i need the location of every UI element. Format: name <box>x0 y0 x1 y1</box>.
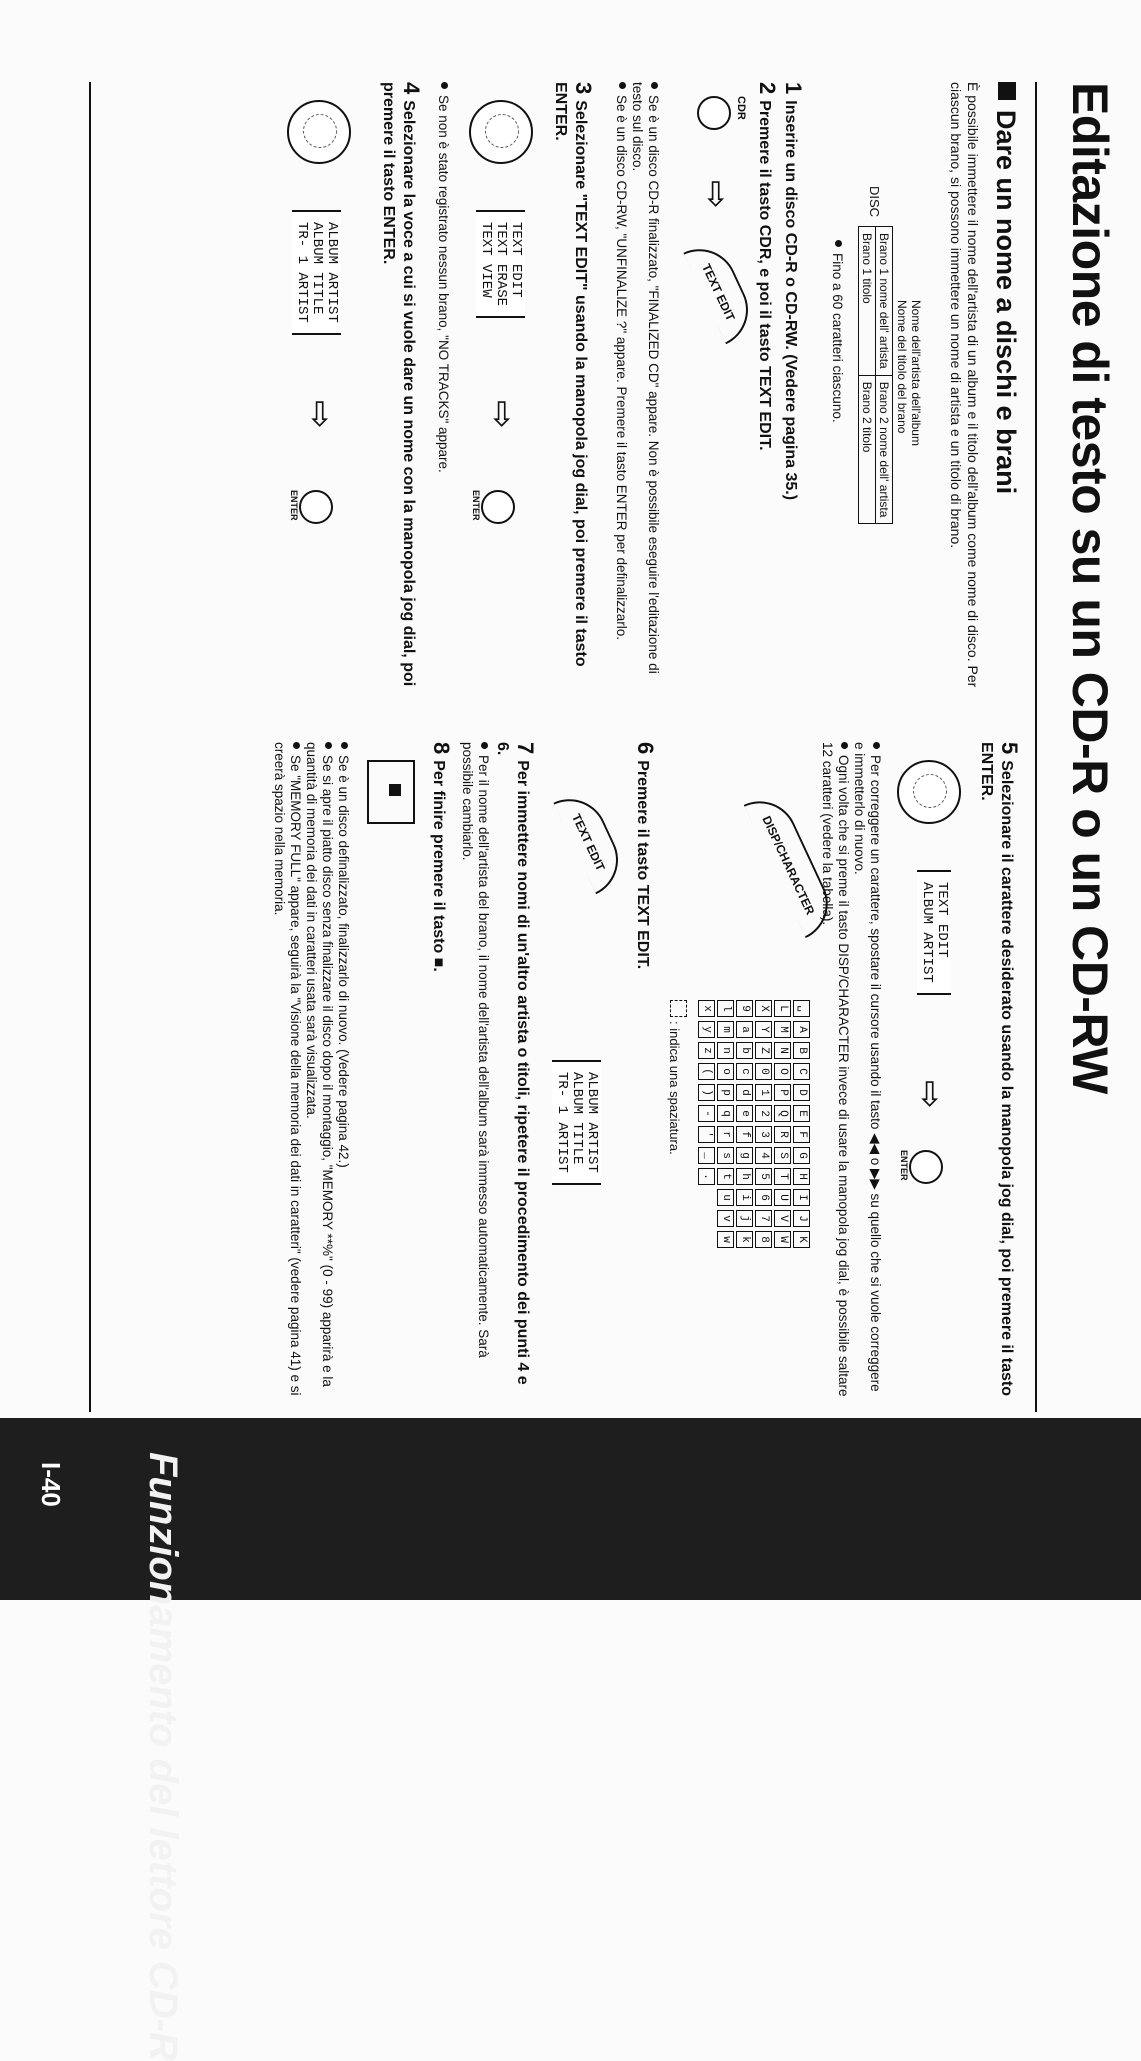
step-text: Premere il tasto TEXT EDIT. <box>634 760 651 970</box>
limit-text: Fino a 60 caratteri ciascuno. <box>830 253 845 423</box>
step-2 <box>754 82 780 702</box>
character-cell: ( <box>698 1063 715 1080</box>
character-cell: S <box>774 1147 791 1164</box>
character-cell: Z <box>755 1042 772 1059</box>
note-item <box>271 742 303 1402</box>
text-edit-label: TEXT EDIT <box>699 261 738 324</box>
character-cell: X <box>755 1000 772 1017</box>
character-cell: T <box>774 1168 791 1185</box>
character-cell: 2 <box>755 1105 772 1122</box>
character-cell: 3 <box>755 1126 772 1143</box>
character-cell: ) <box>698 1084 715 1101</box>
character-cell: s <box>717 1147 734 1164</box>
bullet-dot-icon <box>325 742 332 749</box>
character-cell: t <box>717 1168 734 1185</box>
character-cell: v <box>717 1210 734 1227</box>
step-text: Selezionare "TEXT EDIT" usando la manopola jog dial, poi premere il tasto ENTER. <box>552 82 589 667</box>
character-cell: L <box>774 1000 791 1017</box>
character-cell: e <box>736 1105 753 1122</box>
character-table <box>697 1000 811 1252</box>
text-edit-button[interactable] <box>553 787 630 895</box>
step-number: 6 <box>633 742 658 755</box>
lcd-display-step5: TEXT EDIT ALBUM ARTIST <box>917 870 951 995</box>
character-cell: . <box>698 1168 715 1185</box>
character-cell: b <box>736 1042 753 1059</box>
cdr-label: CDR <box>735 96 747 120</box>
square-bullet-icon <box>998 82 1016 100</box>
character-cell: h <box>736 1168 753 1185</box>
character-cell: c <box>736 1063 753 1080</box>
bullet-dot-icon <box>841 742 848 749</box>
note-text: Se si apre il piatto disco senza finalizzare il disco dopo il montaggio, "MEMORY **%" (0 - 99) apparirà e la quantità di memoria dei dati in caratteri usata sarà visualizzata. <box>304 742 335 1387</box>
character-cell: y <box>698 1021 715 1038</box>
disc-cell: Brano 2 nome dell' artista <box>876 375 893 524</box>
note-text: Per correggere un carattere, spostare il cursore usando il tasto ◀◀ o ▶▶ su quello che si vuole correggere e immetterlo di nuovo. <box>852 742 883 1392</box>
character-cell: G <box>793 1147 810 1164</box>
character-cell: p <box>717 1084 734 1101</box>
step-number: 5 <box>997 742 1022 755</box>
character-cell: N <box>774 1042 791 1059</box>
arrow-right-icon: ⇨ <box>697 180 735 209</box>
character-cell: d <box>736 1084 753 1101</box>
character-cell: ' <box>698 1126 715 1143</box>
space-note-text: : indica una spaziatura. <box>667 1021 682 1155</box>
character-cell: f <box>736 1126 753 1143</box>
step-7 <box>492 742 538 1402</box>
note-item <box>303 742 335 1402</box>
page-title: Editazione di testo su un CD-R o un CD-RW <box>1062 82 1118 1094</box>
step-text: Per finire premere il tasto ■. <box>430 760 447 972</box>
disc-cell: Brano 2 titolo <box>859 375 876 524</box>
character-cell: j <box>736 1210 753 1227</box>
step-7-note <box>459 742 491 1402</box>
character-cell: I <box>793 1189 810 1206</box>
enter-button[interactable] <box>481 490 515 524</box>
cdr-button[interactable] <box>697 96 731 130</box>
note-item <box>335 742 351 1402</box>
disc-caption-artist: Nome dell'artista dell'album <box>909 300 923 446</box>
character-row <box>773 1000 792 1252</box>
step-number: 7 <box>513 742 538 755</box>
note-text: Se è un disco CD-R finalizzato, "FINALIZED CD" appare. Non è possibile eseguire l'editazione di testo sul disco. <box>630 82 661 674</box>
step-number: 8 <box>429 742 454 755</box>
character-cell: 9 <box>736 1000 753 1017</box>
disc-caption-title: Nome del titolo del brano <box>895 300 909 434</box>
step-3-note <box>435 82 451 702</box>
character-cell: o <box>717 1063 734 1080</box>
step-5 <box>976 742 1022 1402</box>
bullet-dot-icon <box>651 82 658 89</box>
character-row <box>697 1000 716 1252</box>
character-cell: ␣ <box>793 1000 810 1017</box>
space-note <box>666 1000 687 1155</box>
note-item <box>819 742 851 1402</box>
character-cell: 6 <box>755 1189 772 1206</box>
step-2-notes <box>613 82 661 702</box>
character-cell: B <box>793 1042 810 1059</box>
disc-cell: Brano 1 titolo <box>859 227 876 376</box>
limit-note <box>829 240 845 423</box>
note-text: Se non è stato registrato nessun brano, "NO TRACKS" appare. <box>436 95 451 473</box>
character-cell: W <box>774 1231 791 1248</box>
step-5-notes <box>819 742 883 1402</box>
disc-diagram-caption <box>895 300 923 446</box>
bullet-dot-icon <box>293 742 300 749</box>
step-text: Selezionare il carattere desiderato usando la manopola jog dial, poi premere il tasto ENTER. <box>978 742 1015 1396</box>
space-box-icon <box>670 1000 687 1017</box>
arrow-right-icon: ⇨ <box>301 400 339 429</box>
character-cell: O <box>774 1063 791 1080</box>
character-cell: A <box>793 1021 810 1038</box>
jog-dial-icon[interactable] <box>287 100 351 164</box>
note-item <box>613 82 629 702</box>
section-heading <box>990 82 1021 494</box>
character-cell: i <box>736 1189 753 1206</box>
character-cell: E <box>793 1105 810 1122</box>
enter-button[interactable] <box>299 490 333 524</box>
character-row <box>716 1000 735 1252</box>
step-text: Selezionare la voce a cui si vuole dare un nome con la manopola jog dial, poi premere il tasto ENTER. <box>380 82 417 687</box>
disp-character-label: DISP/CHARACTER <box>759 813 818 917</box>
character-cell: m <box>717 1021 734 1038</box>
character-cell: g <box>736 1147 753 1164</box>
note-text: Se è un disco definalizzato, finalizzarlo di nuovo. (Vedere pagina 42.) <box>336 755 351 1168</box>
character-row <box>754 1000 773 1252</box>
arrow-right-icon: ⇨ <box>483 400 521 429</box>
intro-text: È possibile immettere il nome dell'artista di un album e il titolo dell'album come nome di disco. Per ciascun brano, si possono immettere un nome di artista e un titolo di brano. <box>948 82 981 688</box>
character-cell: R <box>774 1126 791 1143</box>
character-row <box>735 1000 754 1252</box>
character-cell: w <box>717 1231 734 1248</box>
step-number: 4 <box>399 82 424 95</box>
final-notes <box>271 742 351 1402</box>
lcd-display-step3: TEXT EDIT TEXT ERASE TEXT VIEW <box>476 210 525 318</box>
character-cell: J <box>793 1210 810 1227</box>
step-8 <box>428 742 454 1402</box>
lcd-display-step6: ALBUM ARTIST ALBUM TITLE TR- 1 ARTIST <box>552 1060 601 1185</box>
jog-dial-icon[interactable] <box>469 100 533 164</box>
step-number: 1 <box>781 82 806 95</box>
character-cell: K <box>793 1231 810 1248</box>
stop-button[interactable] <box>367 760 415 824</box>
character-cell: l <box>717 1000 734 1017</box>
character-cell: Y <box>755 1021 772 1038</box>
arrow-right-icon: ⇨ <box>911 1080 949 1109</box>
enter-label: ENTER <box>289 490 299 521</box>
character-cell: M <box>774 1021 791 1038</box>
step-1 <box>780 82 806 702</box>
note-text: Per il nome dell'artista del brano, il nome dell'artista dell'album sarà immesso automaticamente. Sarà possibile cambiarlo. <box>460 742 491 1358</box>
character-cell: _ <box>698 1147 715 1164</box>
step-text: Premere il tasto CDR, e poi il tasto TEXT EDIT. <box>756 100 773 451</box>
character-cell: Q <box>774 1105 791 1122</box>
bullet-dot-icon <box>481 742 488 749</box>
character-cell: k <box>736 1231 753 1248</box>
bullet-dot-icon <box>835 240 842 247</box>
bullet-dot-icon <box>341 742 348 749</box>
character-cell: x <box>698 1000 715 1017</box>
step-text: Inserire un disco CD-R o CD-RW. (Vedere pagina 35.) <box>782 100 799 501</box>
note-text: Se "MEMORY FULL" appare, seguirà la "Visione della memoria dei dati in caratteri" (vedere pagina 41) e si creerà spazio nella memoria. <box>272 742 303 1396</box>
character-cell: 5 <box>755 1168 772 1185</box>
character-cell: D <box>793 1084 810 1101</box>
character-cell: P <box>774 1084 791 1101</box>
step-number: 2 <box>755 82 780 95</box>
character-cell: U <box>774 1189 791 1206</box>
bullet-dot-icon <box>619 82 626 89</box>
enter-button[interactable] <box>909 1150 943 1184</box>
character-cell: 7 <box>755 1210 772 1227</box>
character-cell: u <box>717 1189 734 1206</box>
bullet-dot-icon <box>441 82 448 89</box>
top-rule <box>1035 82 1037 1412</box>
character-cell: 4 <box>755 1147 772 1164</box>
bottom-rule <box>89 82 91 1412</box>
character-cell: q <box>717 1105 734 1122</box>
character-row <box>792 1000 811 1252</box>
step-4 <box>378 82 424 702</box>
character-cell: 1 <box>755 1084 772 1101</box>
character-cell: H <box>793 1168 810 1185</box>
page-number: I-40 <box>36 1462 66 1507</box>
character-cell: a <box>736 1021 753 1038</box>
character-cell: V <box>774 1210 791 1227</box>
note-text: Se è un disco CD-RW, "UNFINALIZE ?" appare. Premere il tasto ENTER per definalizzarlo. <box>614 95 629 641</box>
band-title: Funzionamento del lettore CD-R <box>141 1452 185 2061</box>
section-heading-text: Dare un nome a dischi e brani <box>991 110 1021 495</box>
character-cell: z <box>698 1042 715 1059</box>
disc-cell: Brano 1 nome dell' artista <box>876 227 893 376</box>
jog-dial-icon[interactable] <box>897 760 961 824</box>
step-number: 3 <box>571 82 596 95</box>
disc-table <box>858 226 893 524</box>
character-cell: F <box>793 1126 810 1143</box>
character-cell: r <box>717 1126 734 1143</box>
character-cell: - <box>698 1105 715 1122</box>
bullet-dot-icon <box>873 742 880 749</box>
character-cell: C <box>793 1063 810 1080</box>
note-item <box>851 742 883 1402</box>
text-edit-label: TEXT EDIT <box>569 811 608 874</box>
character-cell: n <box>717 1042 734 1059</box>
character-cell: 8 <box>755 1231 772 1248</box>
lcd-display-step4: ALBUM ARTIST ALBUM TITLE TR- 1 ARTIST <box>292 210 341 335</box>
step-3 <box>550 82 596 702</box>
enter-label: ENTER <box>471 490 481 521</box>
step-text: Per immettere nomi di un'altro artista o titoli, ripetere il procedimento dei punti 4 e 6. <box>494 742 531 1385</box>
enter-label: ENTER <box>899 1150 909 1181</box>
character-cell: 0 <box>755 1063 772 1080</box>
note-item <box>629 82 661 702</box>
step-6 <box>632 742 658 1402</box>
disc-label: DISC <box>867 186 882 218</box>
text-edit-button[interactable] <box>683 237 760 345</box>
note-text: Ogni volta che si preme il tasto DISP/CHARACTER invece di usare la manopola jog dial, è possibile saltare 12 caratteri (vedere la tabella). <box>820 742 851 1397</box>
